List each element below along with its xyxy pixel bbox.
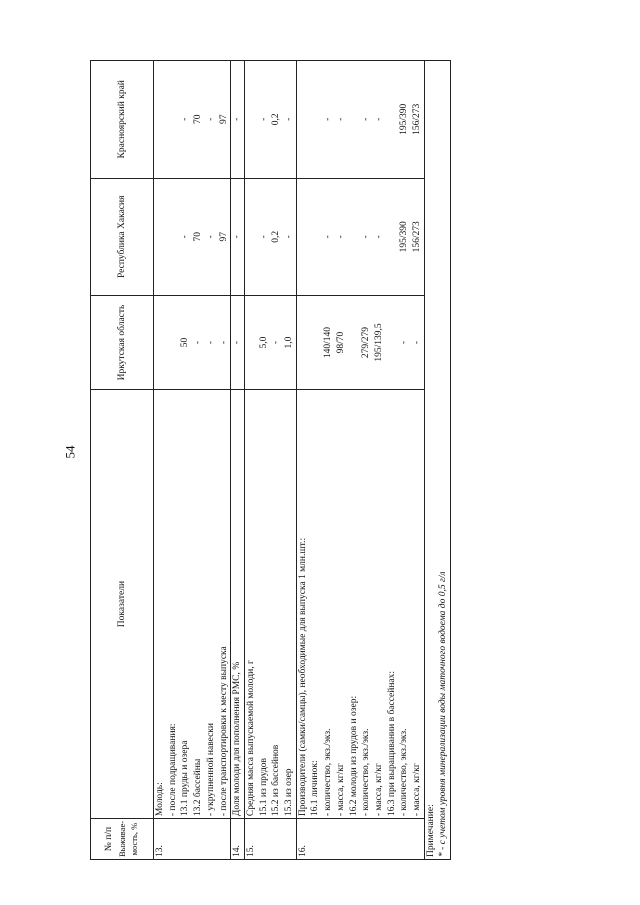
- indicator-line: - укрупненной навески: [205, 723, 216, 817]
- value-line: 156/273: [412, 103, 423, 135]
- value-line: -: [284, 235, 295, 239]
- value-line: -: [180, 235, 191, 239]
- value-line: -: [412, 340, 423, 345]
- indicator-line: 13.1 пруды и озера: [180, 740, 191, 817]
- indicators-table: [90, 60, 451, 860]
- indicator-line: - масса, кг/кг: [412, 763, 423, 817]
- indicator-line: - количество, экз./экз.: [323, 728, 334, 817]
- indicator-cell: [296, 390, 424, 819]
- row-number: 15.: [244, 819, 296, 860]
- indicator-line: 13.2 бассейны: [193, 758, 204, 817]
- value-line: [386, 181, 399, 294]
- value-line: 98/70: [335, 331, 346, 354]
- value-cell-irk: [296, 296, 424, 390]
- indicator-line: - количество, экз./экз.: [399, 728, 410, 817]
- value-line: 70: [193, 114, 204, 125]
- value-line: -: [205, 117, 216, 121]
- value-line: [309, 63, 322, 176]
- indicator-line: 16.2 молоди из прудов и озер:: [348, 695, 359, 817]
- value-line: [154, 63, 167, 176]
- value-line: [348, 298, 361, 387]
- value-line: 70: [193, 232, 204, 242]
- value-line: [348, 63, 361, 176]
- value-line: 50: [180, 337, 191, 348]
- indicator-line: Производители (самки/самцы), необходимые для выпуска 1 млн.шт.:: [297, 537, 308, 817]
- value-line: -: [193, 340, 204, 345]
- value-line: 195/139,5: [373, 323, 384, 362]
- value-line: [245, 181, 258, 294]
- note-text: * - с учетом уровня минерализации воды маточного водоема до 0,5 г/л: [438, 571, 449, 857]
- indicator-line: Доля молоди для пополнения РМС, %: [232, 661, 243, 817]
- value-line: [245, 298, 258, 387]
- value-cell-khak: [154, 178, 231, 296]
- value-cell-khak: [296, 178, 424, 296]
- value-line: -: [373, 235, 384, 239]
- value-line: [245, 63, 258, 176]
- note-title: Примечание:: [425, 804, 436, 857]
- value-line: 97: [218, 232, 229, 242]
- indicator-cell: [244, 390, 296, 819]
- value-line: -: [335, 235, 346, 239]
- indicator-line: 16.1 личинок:: [310, 760, 321, 817]
- value-line: -: [218, 340, 229, 345]
- value-line: -: [361, 117, 372, 121]
- row-number: 13.: [154, 819, 231, 860]
- value-line: -: [271, 340, 282, 345]
- indicator-line: - масса, кг/кг: [335, 763, 346, 817]
- value-cell-khak: [231, 178, 245, 296]
- value-line: -: [284, 117, 295, 121]
- num-header: № п/п Выживае-мость, %: [91, 819, 154, 860]
- value-line: -: [232, 117, 243, 121]
- indicator-line: 15.2 из бассейнов: [271, 744, 282, 817]
- indicator-line: 16.3 при выращивании в бассейнах:: [386, 670, 397, 817]
- region-header-krasnoyarsk: Красноярский край: [91, 61, 154, 179]
- value-line: -: [323, 235, 334, 239]
- indicator-line: - после транспортировки к месту выпуска: [218, 646, 229, 817]
- value-line: 1,0: [284, 336, 295, 349]
- region-header-irkutsk: Иркутская область: [91, 296, 154, 390]
- value-cell-irk: [154, 296, 231, 390]
- value-cell-irk: [244, 296, 296, 390]
- value-cell-irk: [231, 296, 245, 390]
- value-line: -: [373, 117, 384, 121]
- indicator-cell: [154, 390, 231, 819]
- table-row: [244, 61, 296, 860]
- row-number: 14.: [231, 819, 245, 860]
- value-line: [154, 298, 167, 387]
- region-header-khakassia: Республика Хакасия: [91, 178, 154, 296]
- value-line: [309, 181, 322, 294]
- value-line: [297, 63, 310, 176]
- value-line: -: [232, 235, 243, 239]
- table-row: [154, 61, 231, 860]
- indicator-line: - количество, экз./экз.: [361, 728, 372, 817]
- value-line: [386, 63, 399, 176]
- value-line: -: [180, 117, 191, 121]
- page-number: 54: [62, 445, 78, 459]
- value-line: -: [205, 235, 216, 239]
- value-line: 0,2: [271, 113, 282, 126]
- value-line: 156/273: [412, 221, 423, 253]
- indicator-line: - масса, кг/кг: [373, 763, 384, 817]
- value-line: 5,0: [258, 336, 269, 349]
- value-cell-kras: [244, 61, 296, 179]
- value-cell-khak: [244, 178, 296, 296]
- indicator-line: - после подращивания:: [167, 723, 178, 817]
- indicator-cell: [231, 390, 245, 819]
- table-row: [231, 61, 245, 860]
- value-line: -: [323, 117, 334, 121]
- value-line: [154, 181, 167, 294]
- value-line: [309, 298, 322, 387]
- value-line: [167, 181, 180, 294]
- value-cell-kras: [296, 61, 424, 179]
- value-line: 195/390: [399, 103, 410, 135]
- value-line: -: [232, 340, 243, 345]
- indicator-line: Молодь:: [155, 782, 165, 817]
- note-row: [424, 61, 450, 860]
- indicators-header: Показатели: [91, 390, 154, 819]
- value-line: -: [399, 340, 410, 345]
- table-header-row: [91, 61, 154, 860]
- value-line: -: [205, 340, 216, 345]
- value-line: 0,2: [271, 230, 282, 243]
- value-line: -: [335, 117, 346, 121]
- indicator-line: Средняя масса выпускаемой молоди, г: [245, 660, 256, 817]
- survival-header: Выживае-мость, %: [116, 820, 140, 857]
- value-line: 279/279: [361, 326, 372, 359]
- value-line: 195/390: [399, 221, 410, 253]
- value-line: 140/140: [323, 326, 334, 359]
- indicator-line: 15.3 из озер: [284, 768, 295, 817]
- value-line: -: [258, 117, 269, 121]
- value-line: -: [258, 235, 269, 239]
- value-line: [297, 298, 310, 387]
- row-number: 16.: [296, 819, 424, 860]
- value-line: [386, 298, 399, 387]
- value-line: [167, 63, 180, 176]
- value-line: -: [361, 235, 372, 239]
- value-line: 97: [218, 114, 229, 125]
- value-line: [297, 181, 310, 294]
- table-row: [296, 61, 424, 860]
- value-cell-kras: [154, 61, 231, 179]
- indicator-line: 15.1 из прудов: [258, 757, 269, 817]
- value-cell-kras: [231, 61, 245, 179]
- value-line: [167, 298, 180, 387]
- rotated-table-sheet: [90, 10, 449, 860]
- value-line: [348, 181, 361, 294]
